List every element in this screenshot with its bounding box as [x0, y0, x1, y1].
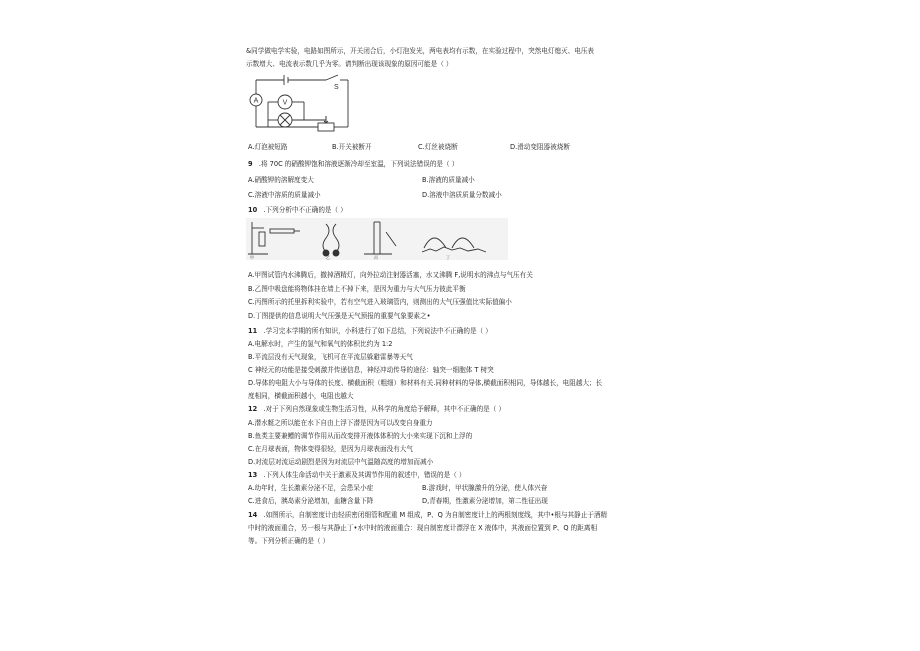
- switch-label: S: [334, 84, 339, 91]
- q13-option-c: C.进食后，胰岛素分泌增加，血糖含量下降: [248, 497, 374, 505]
- q9-option-c: C.溶液中溶质的质量减小: [248, 191, 321, 199]
- q12-option-a: A.潜水艇之所以能在水下自由上浮下潜是因为可以改变自身重力: [248, 419, 433, 427]
- q12-number: 12: [248, 405, 258, 413]
- fig-label-jia: 甲: [250, 255, 254, 260]
- exam-page: [246, 40, 676, 600]
- q13-stem-text: .下列人体生命活动中关于激素及其调节作用的叙述中，错误的是（ ）: [263, 471, 466, 479]
- q10-option-b: B.乙图中吸盘能将物体挂在墙上不掉下来，是因为重力与大气压力彼此平衡: [248, 285, 466, 293]
- q11-number: 11: [248, 327, 258, 335]
- fig-label-ding: 丁: [446, 255, 450, 260]
- fig-label-bing: 丙: [374, 255, 378, 260]
- q8-option-b: B.开关被断开: [332, 143, 372, 151]
- q9-option-a: A.硝酸钾的溶解度变大: [248, 176, 314, 184]
- q10-stem-text: .下列分析中不正确的是（ ）: [263, 206, 347, 214]
- q9-option-b: B.溶液的质量减小: [422, 176, 475, 184]
- q12-option-d: D.对流层对流运动剧烈是因为对流层中气温随高度的增加而减小: [248, 458, 434, 466]
- q9-number: 9: [248, 160, 253, 168]
- q8-circuit-diagram: [248, 72, 354, 134]
- voltmeter-label: V: [282, 99, 288, 107]
- q14-stem-line1: [248, 511, 607, 520]
- q8-option-a: A.灯泡被短路: [248, 143, 288, 151]
- q11-option-c: C 神经元的功能是接受刺激并传递信息，神经冲动传导的途径：轴突一细胞体 T 树突: [248, 366, 494, 374]
- q12-stem-text: .对于下列自然现象或生物生活习性，从科学的角度给予解释，其中不正确的是（ ）: [263, 405, 506, 413]
- q13-option-b: B.游戏时，甲状腺激升的分泌，使人体兴奋: [422, 484, 548, 492]
- q14-stem-line3: 等。下列分析正确的是（ ）: [248, 537, 330, 545]
- q13-option-d: D,青春期，性激素分泌增加，第二性征出现: [422, 497, 548, 505]
- q8-option-c: C.灯丝被烧断: [418, 143, 458, 151]
- q10-number: 10: [248, 206, 258, 214]
- q10-option-d: D.丁图提供的信息说明大气压强是天气预报的重要气象要素之•: [248, 312, 431, 320]
- q11-option-a: A.电解水时，产生的氢气和氧气的体积比约为 1:2: [248, 340, 393, 348]
- q11-option-d-line1: D.导体的电阻大小与导体的长度、横截面积（粗细）和材料有关.同种材料的导体,横截面积相同，导体越长，电阻越大；长: [248, 379, 603, 387]
- q11-option-b: B.平流层没有天气现象，飞机可在平流层躲避雷暴等天气: [248, 353, 413, 361]
- q10-option-a: A.甲图试管内水沸腾后，撤掉酒精灯，向外拉动注射器活塞，水又沸腾 F,说明水的沸点与气压有关: [248, 271, 533, 279]
- q10-stem: [248, 206, 347, 215]
- q13-option-a: A.幼年时，生长激素分泌不足，会患呆小症: [248, 484, 374, 492]
- q8-stem-line1: &同学做电学实验，电路如图所示，开关闭合后，小灯泡发光，两电表均有示数，在实验过程中，突然电灯熄灭、电压表: [246, 47, 595, 55]
- q14-stem-line2: 中时的液面重合，另一根与其静止丁•水中时的液面重合：现自制密度计漂浮在 X 液体中，其液面位置到 P、Q 的距离相: [248, 524, 598, 532]
- q12-option-c: C.在月球表面，物体变得很轻，是因为月球表面没有大气: [248, 445, 413, 453]
- q12-option-b: B.鱼类主要兼鳔的调节作用从而改变排开液体体积的大小来实现下沉和上浮的: [248, 432, 473, 440]
- q9-stem-text: .将 70C 的硝酸钾饱和溶液逐渐冷却至室温，下列说法错误的是（ ）: [258, 160, 459, 168]
- q11-option-d-line2: 度相同，横截面积越小，电阻也越大: [248, 392, 354, 400]
- q11-stem: [248, 327, 492, 336]
- q14-number: 14: [248, 511, 258, 519]
- q11-stem-text: .学习完本学期的所有知识，小科进行了如下总结，下列说法中不正确的是（ ）: [263, 327, 492, 335]
- q13-stem: [248, 471, 466, 480]
- ammeter-label: A: [253, 97, 259, 105]
- q8-stem-line2: 示数增大、电流表示数几乎为零。请判断出现该现象的原因可能是（ ）: [246, 60, 453, 68]
- q10-figure-strip: [246, 218, 508, 260]
- fig-label-yi: 乙: [326, 255, 330, 260]
- q12-stem: [248, 405, 505, 414]
- q13-number: 13: [248, 471, 258, 479]
- q14-stem-text-1: .如图所示，自制密度计由轻质密闭细管和配重 M 组成，P、Q 为自制密度计上的两根刻度线，其中•根与其静止于酒精: [263, 511, 608, 519]
- q9-option-d: D.溶液中溶质质量分数减小: [422, 191, 502, 199]
- q8-option-d: D.滑动变阻器被烧断: [510, 143, 570, 151]
- q9-stem: [248, 160, 458, 169]
- q10-option-c: C.丙图所示的托里拆利实验中，若有空气进入玻璃管内，则测出的大气压强值比实际值偏小: [248, 298, 512, 306]
